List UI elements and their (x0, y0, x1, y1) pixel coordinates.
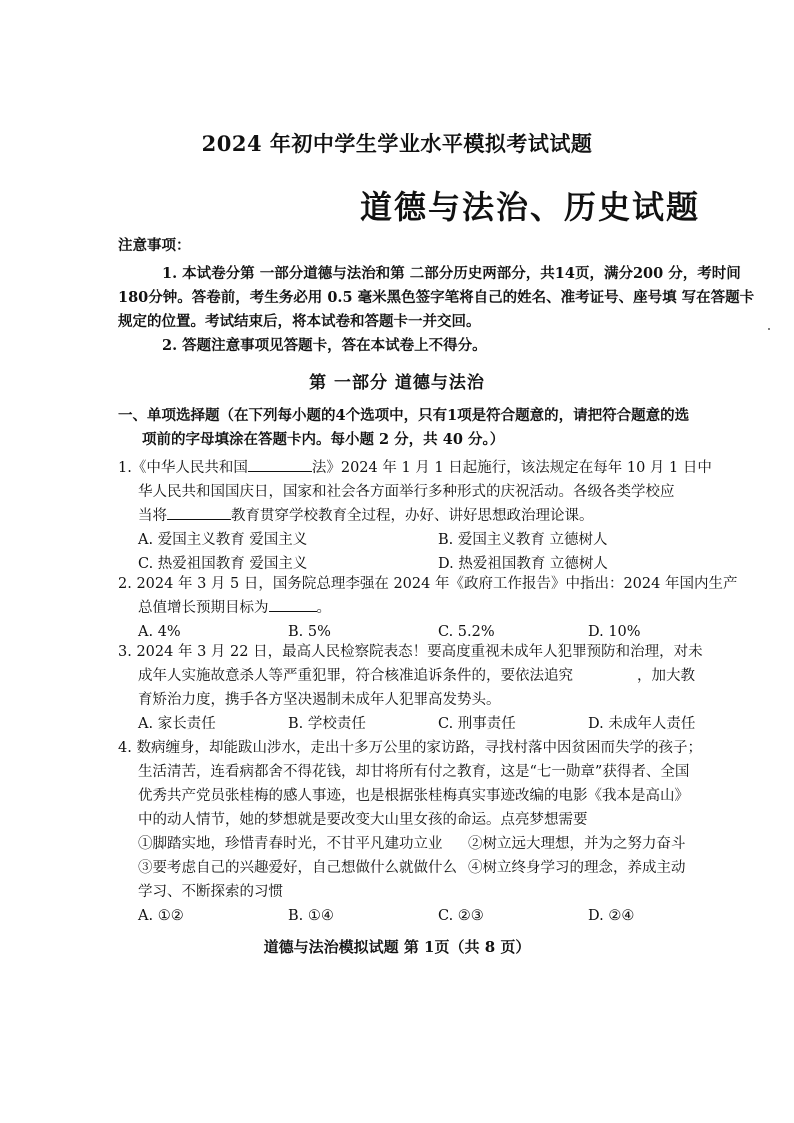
question-3-options (118, 712, 758, 736)
statement-1: ①脚踏实地，珍惜青春时光，不甘平凡建功立业 (138, 836, 443, 852)
scan-speck (768, 328, 770, 330)
option-b: B. 5% (288, 624, 331, 640)
question-2-stem-line-1: 2. 2024 年 3 月 5 日，国务院总理李强在 2024 年《政府工作报告》中指出：2024 年国内生产 (118, 576, 738, 592)
statements-row-1 (118, 832, 758, 856)
question-1-stem-line-2: 华人民共和国国庆日，国家和社会各方面举行多种形式的庆祝活动。各级各类学校应 (138, 484, 675, 500)
question-2-stem-c: 。 (316, 600, 331, 616)
question-1-options (118, 528, 758, 576)
question-3 (118, 640, 758, 736)
question-1 (118, 456, 758, 576)
option-a: A. 家长责任 (138, 716, 216, 732)
notice-item-1: 1. 本试卷分第 一部分道德与法治和第 二部分历史两部分，共14页，满分200 分，考时间180分钟。答卷前，考生务必用 0.5 毫米黑色签字笔将自己的姓名、准考证号、座号填 写在答题卡规定的位置。考试结束后，将本试卷和答题卡一并交回。 (118, 265, 755, 330)
part-title: 第 一部分 道德与法治 (309, 373, 485, 393)
statement-2: ②树立远大理想，并为之努力奋斗 (468, 836, 686, 852)
question-2-stem-line-2 (118, 596, 758, 620)
question-4-stem-line-2: 生活清苦，连看病都舍不得花钱，却甘将所有付之教育，这是“七一勋章”获得者、全国 (138, 764, 690, 780)
option-c: C. ②③ (438, 908, 484, 924)
notice-heading: 注意事项： (118, 237, 191, 254)
option-c: C. 刑事责任 (438, 716, 516, 732)
question-2-stem-b: 总值增长预期目标为 (138, 600, 269, 616)
question-1-stem-line-3 (118, 504, 758, 528)
option-a: A. ①② (138, 908, 184, 924)
option-d: D. ②④ (588, 908, 635, 924)
option-b: B. 爱国主义教育 立德树人 (438, 532, 608, 548)
answer-blank (269, 597, 317, 612)
option-c: C. 5.2% (438, 624, 495, 640)
question-4-stem-line-1: 4. 数病缠身，却能跋山涉水，走出十多万公里的家访路，寻找村落中因贫困而失学的孩子； (118, 740, 702, 756)
section-instructions (118, 404, 758, 452)
statement-4: ④树立终身学习的理念，养成主动 (468, 860, 686, 876)
question-1-stem-d: 当将 (138, 508, 167, 524)
option-d: D. 热爱祖国教育 立德树人 (438, 556, 608, 572)
option-c: C. 热爱祖国教育 爱国主义 (138, 556, 308, 572)
statements-row-2 (118, 856, 758, 880)
question-1-stem-line-1 (118, 456, 758, 480)
statement-3: ③要考虑自己的兴趣爱好，自己想做什么就做什么 (138, 860, 457, 876)
option-a: A. 4% (138, 624, 181, 640)
question-3-stem-b: 成年人实施故意杀人等严重犯罪，符合核准追诉条件的，要依法追究 (138, 668, 573, 684)
question-4 (118, 736, 758, 928)
question-1-stem-e: 教育贯穿学校教育全过程，办好、讲好思想政治理论课。 (231, 508, 594, 524)
option-b: B. 学校责任 (288, 716, 366, 732)
notice-item-2: 2. 答题注意事项见答题卡，答在本试卷上不得分。 (162, 337, 487, 354)
answer-blank (167, 505, 231, 520)
answer-blank (248, 457, 312, 472)
question-3-stem-line-1: 3. 2024 年 3 月 22 日，最高人民检察院表态！要高度重视未成年人犯罪预防和治理，对未 (118, 644, 703, 660)
question-3-stem-c: ，加大教 (637, 668, 695, 684)
option-a: A. 爱国主义教育 爱国主义 (138, 532, 308, 548)
question-4-options (118, 904, 758, 928)
exam-subtitle: 道德与法治、历史试题 (360, 188, 701, 226)
option-b: B. ①④ (288, 908, 334, 924)
question-3-stem-line-3: 育矫治力度，携手各方坚决遏制未成年人犯罪高发势头。 (138, 692, 501, 708)
question-4-stem-line-3: 优秀共产党员张桂梅的感人事迹，也是根据张桂梅真实事迹改编的电影《我本是高山》 (138, 788, 689, 804)
exam-title: 2024 年初中学生学业水平模拟考试试题 (201, 131, 593, 156)
answer-blank (573, 666, 637, 680)
option-d: D. 10% (588, 624, 641, 640)
section-line-1: 一、单项选择题（在下列每小题的4个选项中，只有1项是符合题意的，请把符合题意的选 (118, 407, 690, 424)
option-d: D. 未成年人责任 (588, 716, 696, 732)
statement-4-continued: 学习、不断探索的习惯 (138, 884, 283, 900)
question-1-stem-a: 1.《中华人民共和国 (118, 460, 248, 476)
question-1-stem-b: 法》2024 年 1 月 1 日起施行，该法规定在每年 10 月 1 日中 (311, 460, 712, 476)
question-4-stem-line-4: 中的动人情节，她的梦想就是要改变大山里女孩的命运。点亮梦想需要 (138, 812, 588, 828)
question-3-stem-line-2 (118, 664, 758, 688)
page-footer: 道德与法治模拟试题 第 1页（共 8 页） (263, 938, 531, 956)
question-2 (118, 572, 758, 644)
section-line-2: 项前的字母填涂在答题卡内。每小题 2 分，共 40 分。） (142, 431, 505, 448)
